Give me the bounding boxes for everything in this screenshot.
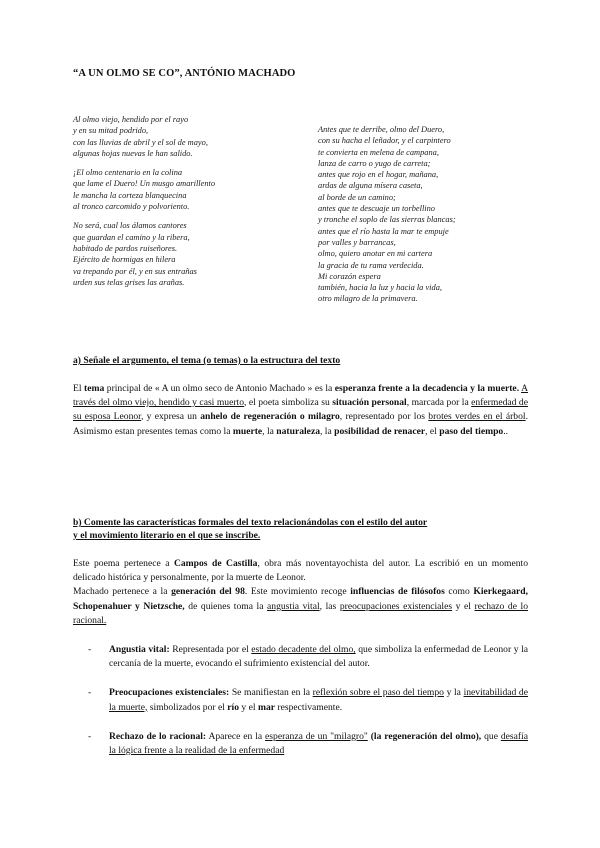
text-run: El (73, 383, 85, 394)
poem-stanza (73, 220, 303, 288)
text-run: de quienes toma la (184, 600, 268, 612)
section-a-paragraph (73, 382, 528, 439)
section-a-heading-text: a) Señale el argumento, el tema (o temas) o la estructura del texto (73, 355, 341, 366)
bullet-item (88, 730, 528, 758)
underlined-text: desafía la lógica frente a la realidad de la enfermedad (109, 730, 529, 757)
section-b-heading-line1: b) Comente las características formales del texto relacionándolas con el estilo del autor (73, 517, 428, 528)
text-run: y el (452, 600, 475, 612)
underlined-text: A través del olmo viejo, hendido y casi muerto (73, 383, 528, 409)
underlined-text: enfermedad de su esposa Leonor (73, 397, 528, 423)
text-run: , el (425, 425, 440, 437)
bold-text: río (227, 701, 240, 713)
text-run: Representada por el (169, 644, 252, 655)
text-run: Se manifiestan en la (229, 687, 313, 699)
bold-text: situación personal (332, 397, 407, 409)
poem-line: al tronco carcomido y polvoriento. (73, 202, 190, 212)
poem-line: antes que rojo en el hogar, mañana, (318, 170, 439, 180)
text-run: , la (262, 425, 277, 437)
underlined-text: estado decadente del olmo, (251, 644, 356, 655)
bold-text: paso del tiempo (439, 425, 504, 437)
poem-stanza (73, 167, 303, 212)
section-b-bullet-list (88, 643, 528, 773)
poem-stanza (318, 124, 558, 305)
bold-text: (la regeneración del olmo), (370, 730, 482, 742)
poem-line: lanza de carro o yugo de carreta; (318, 158, 431, 168)
underlined-text: esperanza de un "milagro" (265, 730, 368, 742)
poem-line: ¡El olmo centenario en la colina (73, 168, 183, 178)
poem-line: Mi corazón espera (318, 271, 381, 281)
poem-line: Al olmo viejo, hendido por el rayo (73, 115, 189, 124)
poem-line: Antes que te derribe, olmo del Duero, (318, 125, 445, 134)
underlined-text: inevitabilidad de la muerte, (109, 687, 528, 713)
text-run: y la (443, 687, 464, 699)
bold-text: muerte (232, 425, 263, 437)
poem-line: con su hacha el leñador, y el carpintero (318, 136, 451, 146)
poem-line: va trepando por él, y en sus entrañas (73, 266, 197, 276)
poem-line: algunas hojas nuevas le han salido. (73, 148, 193, 158)
text-run: , el poeta simboliza su (244, 397, 333, 409)
section-b-heading (73, 516, 427, 542)
poem-line: y tronche el soplo de las sierras blancas; (318, 215, 456, 225)
bold-text: Angustia vital: (109, 644, 170, 655)
text-run: , la (320, 425, 335, 437)
underlined-text: reflexión sobre el paso del tiempo (312, 687, 444, 699)
section-b-heading-line2: y el movimiento literario en el que se inscribe. (73, 530, 261, 541)
bold-text: influencias de filósofos (350, 586, 445, 598)
poem-line: por valles y barrancas, (318, 237, 396, 247)
bullet-dash: - (88, 730, 92, 742)
text-run: . Asimismo estan presentes temas como la (73, 411, 528, 437)
text-run: como (444, 586, 474, 598)
bold-text: Preocupaciones existenciales: (109, 687, 230, 699)
underlined-text: rechazo de lo racional. (73, 600, 528, 626)
poem-line: antes que el río hasta la mar te empuje (318, 226, 449, 236)
underlined-text: preocupaciones existenciales (339, 600, 453, 612)
underlined-text: brotes verdes en el árbol (428, 411, 526, 423)
poem-line: te convierta en melena de campana, (318, 147, 439, 157)
bold-text: posibilidad de renacer (334, 425, 426, 437)
bold-text: esperanza frente a la decadencia y la muerte. (334, 383, 520, 394)
bold-text: anhelo de regeneración o milagro (200, 411, 340, 423)
bold-text: naturaleza (276, 425, 320, 437)
bullet-dash: - (88, 644, 92, 655)
poem-line: No será, cual los álamos cantores (73, 221, 187, 231)
poem-line: antes que te descuaje un torbellino (318, 204, 435, 214)
text-run: .. (503, 425, 508, 437)
poem-line: que lame el Duero! Un musgo amarillento (73, 179, 216, 189)
section-a-heading (73, 354, 340, 367)
poem-column-right (318, 124, 558, 313)
poem-line: que guardan el camino y la ribera, (73, 232, 190, 242)
document-title: “A UN OLMO SE CO”, ANTÓNIO MACHADO (73, 68, 296, 79)
text-run: . Este movimiento recoge (244, 586, 351, 598)
poem-column-left (73, 114, 303, 296)
poem-line: urden sus telas grises las arañas. (73, 277, 185, 287)
bold-text: mar (257, 701, 275, 713)
poem-line: habitado de pardos ruiseñores. (73, 243, 178, 253)
bullet-item (88, 643, 528, 671)
poem-line: al borde de un camino; (318, 192, 396, 202)
text-run: , representado por los (339, 411, 429, 423)
bold-text: Rechazo de lo racional: (109, 730, 207, 742)
text-run: simbolizados por el (147, 701, 228, 713)
text-run: y el (239, 701, 258, 713)
text-run: Machado pertenece a la (73, 586, 172, 598)
text-run: que (481, 730, 501, 742)
poem-line: otro milagro de la primavera. (318, 294, 418, 304)
poem-stanza (73, 114, 303, 159)
text-run: principal de « A un olmo seco de Antonio Machado » es la (104, 383, 335, 394)
text-run: respectivamente. (275, 701, 343, 713)
underlined-text: angustia vital (267, 600, 320, 612)
poem-line: olmo, quiero anotar en mi cartera (318, 249, 433, 259)
section-b-paragraph (73, 557, 528, 628)
text-run: , las (319, 600, 340, 612)
bold-text: Kierkegaard, Schopenahuer y Nietzsche, (73, 586, 528, 612)
bullet-item (88, 686, 528, 714)
poem-line: ardas de alguna mísera caseta, (318, 181, 423, 191)
text-run: que simboliza la enfermedad de Leonor y la cercanía de la muerte, evocando el sufrimiento existencial del autor. (109, 644, 528, 670)
bullet-dash: - (88, 687, 92, 699)
poem-line: le mancha la corteza blanquecina (73, 190, 187, 200)
poem-line: la gracia de tu rama verdecida. (318, 260, 424, 270)
poem-line: también, hacia la luz y hacia la vida, (318, 283, 442, 293)
text-run: , y expresa un (140, 411, 201, 423)
poem-line: y en su mitad podrido, (73, 126, 149, 136)
text-run: , obra más noventayochista del autor. La escribió en un momento delicado histórica y personalmente, por la muerte de Leonor. (73, 558, 529, 584)
bold-text: tema (84, 383, 105, 394)
text-run: Aparece en la (206, 730, 266, 742)
poem-line: con las lluvias de abril y el sol de mayo, (73, 137, 208, 147)
text-run: Este poema pertenece a (73, 558, 174, 569)
poem-line: Ejército de hormigas en hilera (73, 255, 176, 265)
bold-text: generación del 98 (171, 586, 245, 598)
bold-text: Campos de Castilla (173, 558, 258, 569)
text-run: , marcada por la (406, 397, 472, 409)
